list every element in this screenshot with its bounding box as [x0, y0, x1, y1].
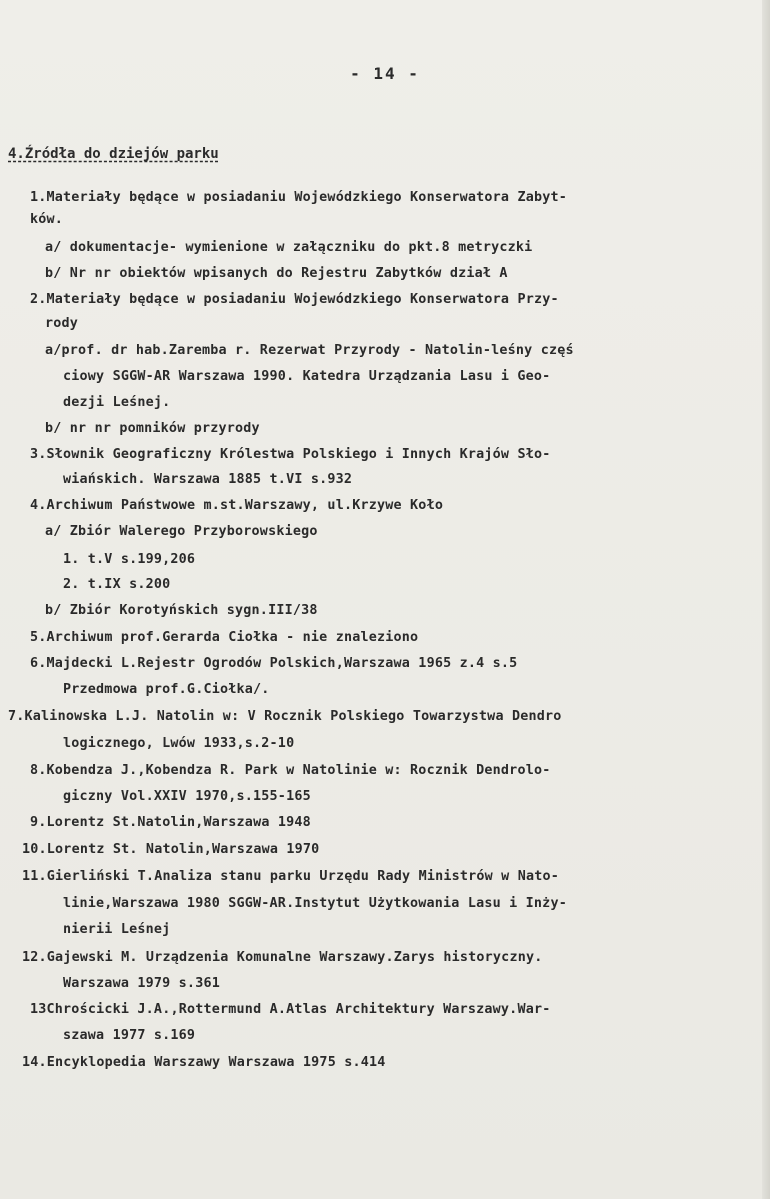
- text-line: 9.Lorentz St.Natolin,Warszawa 1948: [30, 815, 311, 830]
- text-line: 2. t.IX s.200: [63, 577, 171, 592]
- text-line: 5.Archiwum prof.Gerarda Ciołka - nie znaleziono: [30, 630, 419, 645]
- text-line: 11.Gierliński T.Analiza stanu parku Urzędu Rady Ministrów w Nato-: [22, 869, 560, 884]
- text-line: 6.Majdecki L.Rejestr Ogrodów Polskich,Warszawa 1965 z.4 s.5: [30, 656, 518, 671]
- text-line: Warszawa 1979 s.361: [63, 976, 220, 991]
- text-line: wiańskich. Warszawa 1885 t.VI s.932: [63, 472, 353, 487]
- page-number: - 14 -: [350, 64, 420, 83]
- text-line: 13Chrościcki J.A.,Rottermund A.Atlas Architektury Warszawy.War-: [30, 1002, 551, 1017]
- text-line: 1.Materiały będące w posiadaniu Wojewódzkiego Konserwatora Zabyt-: [30, 190, 568, 205]
- text-line: 14.Encyklopedia Warszawy Warszawa 1975 s.414: [22, 1055, 386, 1070]
- text-line: ków.: [30, 212, 64, 227]
- text-line: 3.Słownik Geograficzny Królestwa Polskiego i Innych Krajów Sło-: [30, 447, 551, 462]
- text-line: b/ nr nr pomników przyrody: [45, 421, 260, 436]
- text-line: 8.Kobendza J.,Kobendza R. Park w Natolinie w: Rocznik Dendrolo-: [30, 763, 551, 778]
- text-line: giczny Vol.XXIV 1970,s.155-165: [63, 789, 311, 804]
- text-line: a/prof. dr hab.Zaremba r. Rezerwat Przyrody - Natolin-leśny częś: [45, 343, 574, 358]
- text-line: 7.Kalinowska L.J. Natolin w: V Rocznik Polskiego Towarzystwa Dendro: [8, 709, 562, 724]
- text-line: 4.Archiwum Państwowe m.st.Warszawy, ul.Krzywe Koło: [30, 498, 444, 513]
- text-line: b/ Nr nr obiektów wpisanych do Rejestru Zabytków dział A: [45, 266, 508, 281]
- text-line: linie,Warszawa 1980 SGGW-AR.Instytut Użytkowania Lasu i Inży-: [63, 896, 567, 911]
- text-line: a/ dokumentacje- wymienione w załączniku do pkt.8 metryczki: [45, 240, 533, 255]
- text-line: 12.Gajewski M. Urządzenia Komunalne Warszawy.Zarys historyczny.: [22, 950, 543, 965]
- text-line: 2.Materiały będące w posiadaniu Wojewódzkiego Konserwatora Przy-: [30, 292, 559, 307]
- text-line: 1. t.V s.199,206: [63, 552, 196, 567]
- text-line: b/ Zbiór Korotyńskich sygn.III/38: [45, 603, 318, 618]
- section-heading: 4.Źródła do dziejów parku: [8, 146, 219, 162]
- text-line: nierii Leśnej: [63, 922, 171, 937]
- text-line: dezji Leśnej.: [63, 395, 171, 410]
- text-line: a/ Zbiór Walerego Przyborowskiego: [45, 524, 318, 539]
- text-line: szawa 1977 s.169: [63, 1028, 196, 1043]
- text-line: Przedmowa prof.G.Ciołka/.: [63, 682, 270, 697]
- text-line: 10.Lorentz St. Natolin,Warszawa 1970: [22, 842, 320, 857]
- text-line: ciowy SGGW-AR Warszawa 1990. Katedra Urządzania Lasu i Geo-: [63, 369, 551, 384]
- text-line: rody: [45, 316, 79, 331]
- text-line: logicznego, Lwów 1933,s.2-10: [63, 736, 295, 751]
- page-edge: [762, 0, 770, 1199]
